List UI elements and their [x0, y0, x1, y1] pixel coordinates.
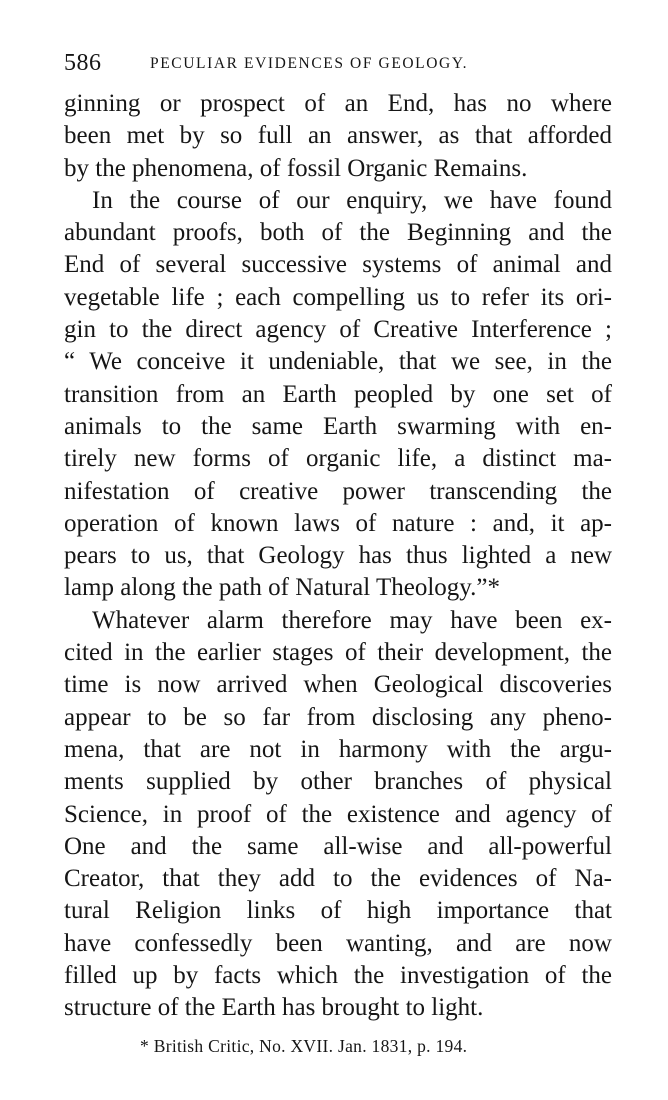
text-line: Creator, that they add to the evidences of Na-: [64, 865, 612, 893]
text-line: One and the same all-wise and all-powerful: [64, 832, 612, 860]
text-line: ginning or prospect of an End, has no where: [64, 90, 612, 117]
text-line: animals to the same Earth swarming with en-: [64, 412, 612, 440]
text-line: tural Religion links of high importance that: [64, 897, 612, 925]
text-line: lamp along the path of Natural Theology.”*: [64, 574, 500, 602]
text-line: Science, in proof of the existence and agency of: [64, 800, 612, 828]
text-line: In the course of our enquiry, we have found: [92, 186, 612, 214]
text-line: filled up by facts which the investigation of the: [64, 962, 612, 990]
text-line: cited in the earlier stages of their development, the: [64, 639, 612, 667]
text-line: gin to the direct agency of Creative Interference ;: [64, 316, 612, 344]
text-line: structure of the Earth has brought to light.: [64, 994, 484, 1022]
text-line: by the phenomena, of fossil Organic Remains.: [64, 154, 528, 182]
text-line: vegetable life ; each compelling us to refer its ori-: [64, 283, 612, 311]
text-line: operation of known laws of nature : and, it ap-: [64, 509, 612, 537]
running-head: PECULIAR EVIDENCES OF GEOLOGY.: [150, 55, 469, 72]
page-number: 586: [64, 50, 102, 76]
text-line: tirely new forms of organic life, a distinct ma-: [64, 445, 612, 473]
text-line: been met by so full an answer, as that afforded: [64, 122, 612, 150]
footnote: * British Critic, No. XVII. Jan. 1831, p. 194.: [140, 1036, 468, 1056]
text-line: Whatever alarm therefore may have been ex-: [92, 606, 612, 634]
text-line: pears to us, that Geology has thus lighted a new: [64, 542, 612, 570]
text-line: appear to be so far from disclosing any pheno-: [64, 703, 612, 731]
text-line: End of several successive systems of animal and: [64, 251, 612, 279]
body-text: [64, 88, 612, 1025]
text-line: time is now arrived when Geological discoveries: [64, 671, 612, 699]
page-header: [64, 50, 612, 78]
text-line: ments supplied by other branches of physical: [64, 768, 612, 796]
text-line: transition from an Earth peopled by one set of: [64, 380, 612, 408]
text-line: “ We conceive it undeniable, that we see, in the: [64, 348, 612, 376]
text-line: have confessedly been wanting, and are now: [64, 929, 612, 957]
text-line: mena, that are not in harmony with the argu-: [64, 735, 612, 763]
text-line: abundant proofs, both of the Beginning and the: [64, 219, 612, 247]
text-line: nifestation of creative power transcending the: [64, 477, 612, 505]
